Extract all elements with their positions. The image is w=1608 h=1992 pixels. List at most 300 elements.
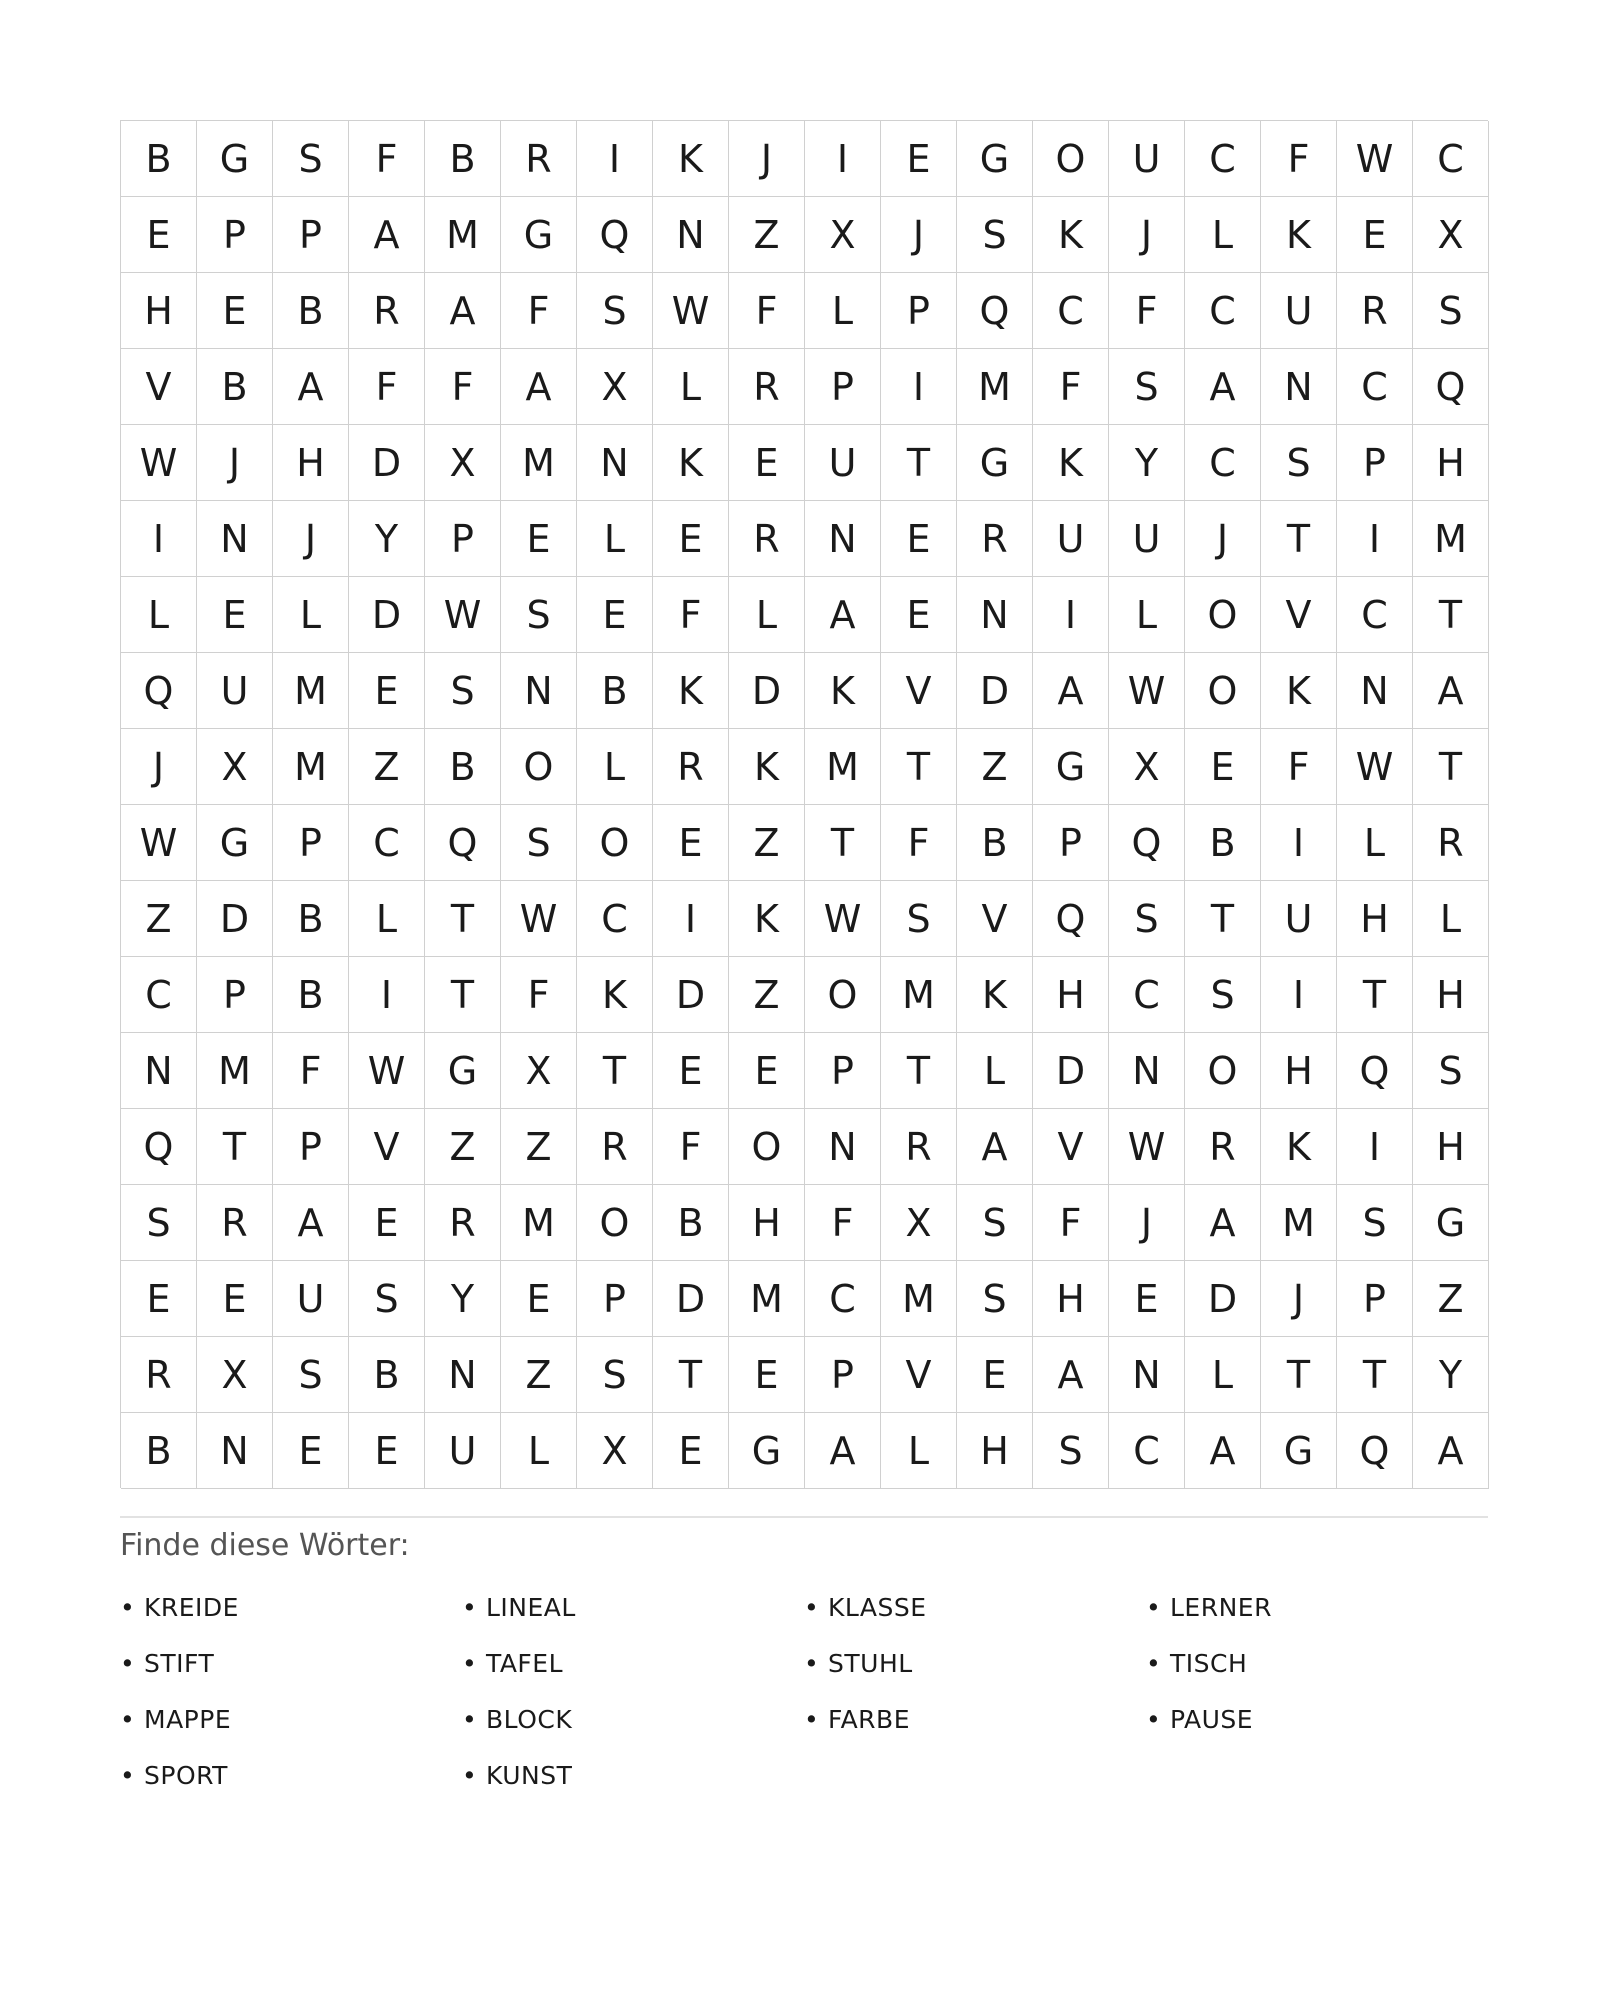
grid-cell[interactable]: K xyxy=(729,881,805,957)
grid-cell[interactable]: W xyxy=(349,1033,425,1109)
grid-cell[interactable]: I xyxy=(1261,957,1337,1033)
grid-cell[interactable]: F xyxy=(1261,121,1337,197)
grid-cell[interactable]: J xyxy=(1185,501,1261,577)
grid-cell[interactable]: E xyxy=(197,577,273,653)
grid-cell[interactable]: T xyxy=(881,729,957,805)
grid-cell[interactable]: R xyxy=(425,1185,501,1261)
grid-cell[interactable]: E xyxy=(881,501,957,577)
grid-cell[interactable]: U xyxy=(273,1261,349,1337)
grid-cell[interactable]: B xyxy=(273,957,349,1033)
grid-cell[interactable]: E xyxy=(653,501,729,577)
grid-cell[interactable]: S xyxy=(577,273,653,349)
grid-cell[interactable]: P xyxy=(197,197,273,273)
grid-cell[interactable]: R xyxy=(729,501,805,577)
grid-cell[interactable]: W xyxy=(805,881,881,957)
grid-cell[interactable]: U xyxy=(1109,121,1185,197)
grid-cell[interactable]: F xyxy=(653,1109,729,1185)
grid-cell[interactable]: W xyxy=(1337,729,1413,805)
grid-cell[interactable]: S xyxy=(1413,1033,1489,1109)
grid-cell[interactable]: C xyxy=(1185,425,1261,501)
grid-cell[interactable]: P xyxy=(805,349,881,425)
grid-cell[interactable]: M xyxy=(273,729,349,805)
grid-cell[interactable]: N xyxy=(1261,349,1337,425)
grid-cell[interactable]: F xyxy=(1033,1185,1109,1261)
grid-cell[interactable]: O xyxy=(577,805,653,881)
grid-cell[interactable]: A xyxy=(1185,1413,1261,1489)
grid-cell[interactable]: C xyxy=(1337,349,1413,425)
grid-cell[interactable]: F xyxy=(805,1185,881,1261)
grid-cell[interactable]: C xyxy=(1109,957,1185,1033)
grid-cell[interactable]: M xyxy=(805,729,881,805)
grid-cell[interactable]: G xyxy=(729,1413,805,1489)
grid-cell[interactable]: B xyxy=(197,349,273,425)
grid-cell[interactable]: X xyxy=(805,197,881,273)
grid-cell[interactable]: Z xyxy=(1413,1261,1489,1337)
grid-cell[interactable]: H xyxy=(273,425,349,501)
grid-cell[interactable]: D xyxy=(957,653,1033,729)
grid-cell[interactable]: S xyxy=(881,881,957,957)
grid-cell[interactable]: W xyxy=(425,577,501,653)
grid-cell[interactable]: A xyxy=(1185,349,1261,425)
grid-cell[interactable]: K xyxy=(653,425,729,501)
grid-cell[interactable]: Q xyxy=(1337,1413,1413,1489)
grid-cell[interactable]: E xyxy=(881,577,957,653)
grid-cell[interactable]: N xyxy=(1109,1337,1185,1413)
grid-cell[interactable]: B xyxy=(425,729,501,805)
grid-cell[interactable]: C xyxy=(1413,121,1489,197)
grid-cell[interactable]: J xyxy=(197,425,273,501)
grid-cell[interactable]: T xyxy=(881,425,957,501)
grid-cell[interactable]: P xyxy=(1033,805,1109,881)
grid-cell[interactable]: K xyxy=(1261,653,1337,729)
grid-cell[interactable]: T xyxy=(1261,501,1337,577)
grid-cell[interactable]: H xyxy=(1261,1033,1337,1109)
grid-cell[interactable]: L xyxy=(729,577,805,653)
grid-cell[interactable]: T xyxy=(653,1337,729,1413)
grid-cell[interactable]: H xyxy=(957,1413,1033,1489)
grid-cell[interactable]: L xyxy=(1185,197,1261,273)
grid-cell[interactable]: Y xyxy=(1413,1337,1489,1413)
grid-cell[interactable]: F xyxy=(729,273,805,349)
grid-cell[interactable]: L xyxy=(501,1413,577,1489)
grid-cell[interactable]: W xyxy=(1109,1109,1185,1185)
grid-cell[interactable]: R xyxy=(1413,805,1489,881)
grid-cell[interactable]: X xyxy=(197,729,273,805)
grid-cell[interactable]: S xyxy=(273,121,349,197)
grid-cell[interactable]: L xyxy=(577,729,653,805)
grid-cell[interactable]: G xyxy=(957,121,1033,197)
grid-cell[interactable]: F xyxy=(1109,273,1185,349)
grid-cell[interactable]: Q xyxy=(577,197,653,273)
grid-cell[interactable]: E xyxy=(881,121,957,197)
grid-cell[interactable]: U xyxy=(805,425,881,501)
grid-cell[interactable]: L xyxy=(653,349,729,425)
grid-cell[interactable]: H xyxy=(1033,957,1109,1033)
grid-cell[interactable]: R xyxy=(121,1337,197,1413)
grid-cell[interactable]: V xyxy=(1033,1109,1109,1185)
grid-cell[interactable]: L xyxy=(577,501,653,577)
grid-cell[interactable]: R xyxy=(653,729,729,805)
grid-cell[interactable]: A xyxy=(805,577,881,653)
grid-cell[interactable]: M xyxy=(957,349,1033,425)
grid-cell[interactable]: Q xyxy=(121,653,197,729)
grid-cell[interactable]: H xyxy=(1337,881,1413,957)
grid-cell[interactable]: R xyxy=(1337,273,1413,349)
grid-cell[interactable]: K xyxy=(653,121,729,197)
grid-cell[interactable]: I xyxy=(881,349,957,425)
grid-cell[interactable]: P xyxy=(805,1033,881,1109)
grid-cell[interactable]: T xyxy=(1337,1337,1413,1413)
grid-cell[interactable]: M xyxy=(881,1261,957,1337)
grid-cell[interactable]: Z xyxy=(729,197,805,273)
grid-cell[interactable]: R xyxy=(197,1185,273,1261)
grid-cell[interactable]: F xyxy=(273,1033,349,1109)
grid-cell[interactable]: Z xyxy=(729,805,805,881)
grid-cell[interactable]: D xyxy=(349,577,425,653)
grid-cell[interactable]: P xyxy=(1337,1261,1413,1337)
grid-cell[interactable]: T xyxy=(1413,577,1489,653)
grid-cell[interactable]: D xyxy=(653,957,729,1033)
grid-cell[interactable]: I xyxy=(1337,501,1413,577)
grid-cell[interactable]: I xyxy=(1337,1109,1413,1185)
grid-cell[interactable]: F xyxy=(1033,349,1109,425)
grid-cell[interactable]: I xyxy=(653,881,729,957)
grid-cell[interactable]: C xyxy=(1185,273,1261,349)
grid-cell[interactable]: O xyxy=(577,1185,653,1261)
grid-cell[interactable]: P xyxy=(197,957,273,1033)
grid-cell[interactable]: S xyxy=(1337,1185,1413,1261)
grid-cell[interactable]: A xyxy=(1033,1337,1109,1413)
grid-cell[interactable]: C xyxy=(349,805,425,881)
grid-cell[interactable]: U xyxy=(197,653,273,729)
grid-cell[interactable]: B xyxy=(1185,805,1261,881)
grid-cell[interactable]: I xyxy=(1261,805,1337,881)
grid-cell[interactable]: N xyxy=(805,1109,881,1185)
grid-cell[interactable]: E xyxy=(349,1413,425,1489)
grid-cell[interactable]: G xyxy=(425,1033,501,1109)
grid-cell[interactable]: X xyxy=(577,1413,653,1489)
grid-cell[interactable]: V xyxy=(881,653,957,729)
grid-cell[interactable]: A xyxy=(501,349,577,425)
grid-cell[interactable]: A xyxy=(1413,1413,1489,1489)
grid-cell[interactable]: J xyxy=(1109,197,1185,273)
grid-cell[interactable]: M xyxy=(1261,1185,1337,1261)
grid-cell[interactable]: S xyxy=(1185,957,1261,1033)
grid-cell[interactable]: M xyxy=(1413,501,1489,577)
grid-cell[interactable]: Y xyxy=(349,501,425,577)
grid-cell[interactable]: S xyxy=(1109,349,1185,425)
grid-cell[interactable]: T xyxy=(881,1033,957,1109)
grid-cell[interactable]: N xyxy=(957,577,1033,653)
grid-cell[interactable]: E xyxy=(121,1261,197,1337)
grid-cell[interactable]: D xyxy=(653,1261,729,1337)
grid-cell[interactable]: O xyxy=(805,957,881,1033)
grid-cell[interactable]: T xyxy=(1185,881,1261,957)
grid-cell[interactable]: E xyxy=(197,273,273,349)
grid-cell[interactable]: K xyxy=(1261,197,1337,273)
grid-cell[interactable]: I xyxy=(1033,577,1109,653)
grid-cell[interactable]: T xyxy=(1413,729,1489,805)
grid-cell[interactable]: F xyxy=(1261,729,1337,805)
grid-cell[interactable]: S xyxy=(121,1185,197,1261)
grid-cell[interactable]: T xyxy=(805,805,881,881)
grid-cell[interactable]: A xyxy=(1413,653,1489,729)
grid-cell[interactable]: Z xyxy=(501,1337,577,1413)
grid-cell[interactable]: S xyxy=(1413,273,1489,349)
grid-cell[interactable]: N xyxy=(425,1337,501,1413)
grid-cell[interactable]: S xyxy=(425,653,501,729)
grid-cell[interactable]: L xyxy=(1337,805,1413,881)
grid-cell[interactable]: S xyxy=(957,1261,1033,1337)
grid-cell[interactable]: Q xyxy=(425,805,501,881)
grid-cell[interactable]: X xyxy=(501,1033,577,1109)
grid-cell[interactable]: Z xyxy=(349,729,425,805)
grid-cell[interactable]: Q xyxy=(1033,881,1109,957)
grid-cell[interactable]: P xyxy=(805,1337,881,1413)
grid-cell[interactable]: N xyxy=(653,197,729,273)
grid-cell[interactable]: T xyxy=(1261,1337,1337,1413)
grid-cell[interactable]: K xyxy=(577,957,653,1033)
grid-cell[interactable]: J xyxy=(1261,1261,1337,1337)
grid-cell[interactable]: L xyxy=(957,1033,1033,1109)
grid-cell[interactable]: M xyxy=(273,653,349,729)
grid-cell[interactable]: A xyxy=(1033,653,1109,729)
grid-cell[interactable]: E xyxy=(1337,197,1413,273)
grid-cell[interactable]: C xyxy=(1109,1413,1185,1489)
grid-cell[interactable]: N xyxy=(1337,653,1413,729)
grid-cell[interactable]: G xyxy=(1033,729,1109,805)
grid-cell[interactable]: K xyxy=(1033,197,1109,273)
grid-cell[interactable]: N xyxy=(121,1033,197,1109)
grid-cell[interactable]: E xyxy=(349,1185,425,1261)
grid-cell[interactable]: Z xyxy=(501,1109,577,1185)
grid-cell[interactable]: A xyxy=(273,349,349,425)
grid-cell[interactable]: W xyxy=(501,881,577,957)
grid-cell[interactable]: S xyxy=(1109,881,1185,957)
grid-cell[interactable]: V xyxy=(1261,577,1337,653)
grid-cell[interactable]: Q xyxy=(121,1109,197,1185)
grid-cell[interactable]: S xyxy=(273,1337,349,1413)
grid-cell[interactable]: G xyxy=(1413,1185,1489,1261)
grid-cell[interactable]: C xyxy=(1033,273,1109,349)
grid-cell[interactable]: Q xyxy=(1337,1033,1413,1109)
grid-cell[interactable]: E xyxy=(729,1337,805,1413)
grid-cell[interactable]: J xyxy=(1109,1185,1185,1261)
grid-cell[interactable]: O xyxy=(1185,577,1261,653)
grid-cell[interactable]: W xyxy=(121,425,197,501)
grid-cell[interactable]: N xyxy=(805,501,881,577)
grid-cell[interactable]: Z xyxy=(425,1109,501,1185)
grid-cell[interactable]: S xyxy=(957,1185,1033,1261)
grid-cell[interactable]: O xyxy=(1033,121,1109,197)
grid-cell[interactable]: I xyxy=(121,501,197,577)
grid-cell[interactable]: O xyxy=(501,729,577,805)
grid-cell[interactable]: O xyxy=(1185,1033,1261,1109)
grid-cell[interactable]: G xyxy=(197,121,273,197)
grid-cell[interactable]: Q xyxy=(1413,349,1489,425)
grid-cell[interactable]: T xyxy=(197,1109,273,1185)
grid-cell[interactable]: A xyxy=(805,1413,881,1489)
grid-cell[interactable]: B xyxy=(577,653,653,729)
grid-cell[interactable]: S xyxy=(1033,1413,1109,1489)
grid-cell[interactable]: I xyxy=(805,121,881,197)
grid-cell[interactable]: X xyxy=(1413,197,1489,273)
grid-cell[interactable]: V xyxy=(121,349,197,425)
grid-cell[interactable]: Q xyxy=(957,273,1033,349)
grid-cell[interactable]: R xyxy=(957,501,1033,577)
grid-cell[interactable]: R xyxy=(577,1109,653,1185)
grid-cell[interactable]: P xyxy=(425,501,501,577)
grid-cell[interactable]: F xyxy=(349,121,425,197)
grid-cell[interactable]: P xyxy=(273,1109,349,1185)
grid-cell[interactable]: Z xyxy=(729,957,805,1033)
grid-cell[interactable]: G xyxy=(957,425,1033,501)
grid-cell[interactable]: E xyxy=(653,805,729,881)
grid-cell[interactable]: G xyxy=(197,805,273,881)
grid-cell[interactable]: N xyxy=(197,1413,273,1489)
grid-cell[interactable]: L xyxy=(1413,881,1489,957)
grid-cell[interactable]: F xyxy=(501,273,577,349)
grid-cell[interactable]: W xyxy=(1337,121,1413,197)
grid-cell[interactable]: I xyxy=(349,957,425,1033)
grid-cell[interactable]: B xyxy=(425,121,501,197)
grid-cell[interactable]: E xyxy=(729,425,805,501)
grid-cell[interactable]: H xyxy=(1413,1109,1489,1185)
grid-cell[interactable]: L xyxy=(273,577,349,653)
grid-cell[interactable]: H xyxy=(1033,1261,1109,1337)
grid-cell[interactable]: B xyxy=(957,805,1033,881)
grid-cell[interactable]: W xyxy=(653,273,729,349)
grid-cell[interactable]: E xyxy=(501,501,577,577)
grid-cell[interactable]: O xyxy=(1185,653,1261,729)
grid-cell[interactable]: P xyxy=(273,805,349,881)
grid-cell[interactable]: X xyxy=(197,1337,273,1413)
grid-cell[interactable]: F xyxy=(349,349,425,425)
grid-cell[interactable]: T xyxy=(1337,957,1413,1033)
grid-cell[interactable]: D xyxy=(729,653,805,729)
grid-cell[interactable]: L xyxy=(1185,1337,1261,1413)
grid-cell[interactable]: E xyxy=(197,1261,273,1337)
grid-cell[interactable]: E xyxy=(653,1033,729,1109)
grid-cell[interactable]: C xyxy=(805,1261,881,1337)
grid-cell[interactable]: C xyxy=(121,957,197,1033)
grid-cell[interactable]: A xyxy=(273,1185,349,1261)
grid-cell[interactable]: F xyxy=(425,349,501,425)
grid-cell[interactable]: M xyxy=(729,1261,805,1337)
grid-cell[interactable]: E xyxy=(577,577,653,653)
grid-cell[interactable]: F xyxy=(501,957,577,1033)
grid-cell[interactable]: P xyxy=(577,1261,653,1337)
grid-cell[interactable]: Z xyxy=(957,729,1033,805)
grid-cell[interactable]: U xyxy=(1261,881,1337,957)
grid-cell[interactable]: P xyxy=(273,197,349,273)
grid-cell[interactable]: E xyxy=(1185,729,1261,805)
grid-cell[interactable]: K xyxy=(957,957,1033,1033)
grid-cell[interactable]: O xyxy=(729,1109,805,1185)
grid-cell[interactable]: S xyxy=(1261,425,1337,501)
grid-cell[interactable]: M xyxy=(881,957,957,1033)
grid-cell[interactable]: L xyxy=(805,273,881,349)
grid-cell[interactable]: U xyxy=(1261,273,1337,349)
grid-cell[interactable]: S xyxy=(957,197,1033,273)
grid-cell[interactable]: D xyxy=(1033,1033,1109,1109)
grid-cell[interactable]: T xyxy=(425,881,501,957)
grid-cell[interactable]: S xyxy=(501,805,577,881)
grid-cell[interactable]: J xyxy=(729,121,805,197)
grid-cell[interactable]: Y xyxy=(1109,425,1185,501)
grid-cell[interactable]: B xyxy=(653,1185,729,1261)
grid-cell[interactable]: D xyxy=(349,425,425,501)
grid-cell[interactable]: U xyxy=(425,1413,501,1489)
grid-cell[interactable]: U xyxy=(1033,501,1109,577)
grid-cell[interactable]: U xyxy=(1109,501,1185,577)
grid-cell[interactable]: Y xyxy=(425,1261,501,1337)
grid-cell[interactable]: X xyxy=(1109,729,1185,805)
grid-cell[interactable]: A xyxy=(957,1109,1033,1185)
grid-cell[interactable]: P xyxy=(881,273,957,349)
grid-cell[interactable]: S xyxy=(349,1261,425,1337)
grid-cell[interactable]: Q xyxy=(1109,805,1185,881)
grid-cell[interactable]: E xyxy=(729,1033,805,1109)
grid-cell[interactable]: Z xyxy=(121,881,197,957)
grid-cell[interactable]: R xyxy=(1185,1109,1261,1185)
grid-cell[interactable]: J xyxy=(881,197,957,273)
grid-cell[interactable]: A xyxy=(349,197,425,273)
grid-cell[interactable]: V xyxy=(957,881,1033,957)
grid-cell[interactable]: N xyxy=(501,653,577,729)
grid-cell[interactable]: B xyxy=(121,121,197,197)
grid-cell[interactable]: E xyxy=(653,1413,729,1489)
grid-cell[interactable]: K xyxy=(1033,425,1109,501)
grid-cell[interactable]: R xyxy=(881,1109,957,1185)
grid-cell[interactable]: K xyxy=(805,653,881,729)
grid-cell[interactable]: V xyxy=(881,1337,957,1413)
grid-cell[interactable]: E xyxy=(121,197,197,273)
grid-cell[interactable]: S xyxy=(501,577,577,653)
grid-cell[interactable]: X xyxy=(881,1185,957,1261)
grid-cell[interactable]: A xyxy=(425,273,501,349)
grid-cell[interactable]: B xyxy=(273,881,349,957)
grid-cell[interactable]: M xyxy=(197,1033,273,1109)
grid-cell[interactable]: F xyxy=(653,577,729,653)
grid-cell[interactable]: B xyxy=(349,1337,425,1413)
grid-cell[interactable]: X xyxy=(577,349,653,425)
grid-cell[interactable]: C xyxy=(1337,577,1413,653)
grid-cell[interactable]: M xyxy=(501,425,577,501)
grid-cell[interactable]: E xyxy=(501,1261,577,1337)
grid-cell[interactable]: R xyxy=(501,121,577,197)
grid-cell[interactable]: X xyxy=(425,425,501,501)
grid-cell[interactable]: G xyxy=(501,197,577,273)
grid-cell[interactable]: T xyxy=(425,957,501,1033)
grid-cell[interactable]: H xyxy=(1413,425,1489,501)
grid-cell[interactable]: M xyxy=(501,1185,577,1261)
grid-cell[interactable]: H xyxy=(121,273,197,349)
grid-cell[interactable]: E xyxy=(957,1337,1033,1413)
grid-cell[interactable]: D xyxy=(197,881,273,957)
grid-cell[interactable]: B xyxy=(273,273,349,349)
grid-cell[interactable]: W xyxy=(1109,653,1185,729)
grid-cell[interactable]: H xyxy=(1413,957,1489,1033)
grid-cell[interactable]: E xyxy=(273,1413,349,1489)
grid-cell[interactable]: N xyxy=(577,425,653,501)
grid-cell[interactable]: J xyxy=(121,729,197,805)
grid-cell[interactable]: R xyxy=(349,273,425,349)
grid-cell[interactable]: W xyxy=(121,805,197,881)
grid-cell[interactable]: C xyxy=(577,881,653,957)
grid-cell[interactable]: L xyxy=(1109,577,1185,653)
grid-cell[interactable]: K xyxy=(653,653,729,729)
